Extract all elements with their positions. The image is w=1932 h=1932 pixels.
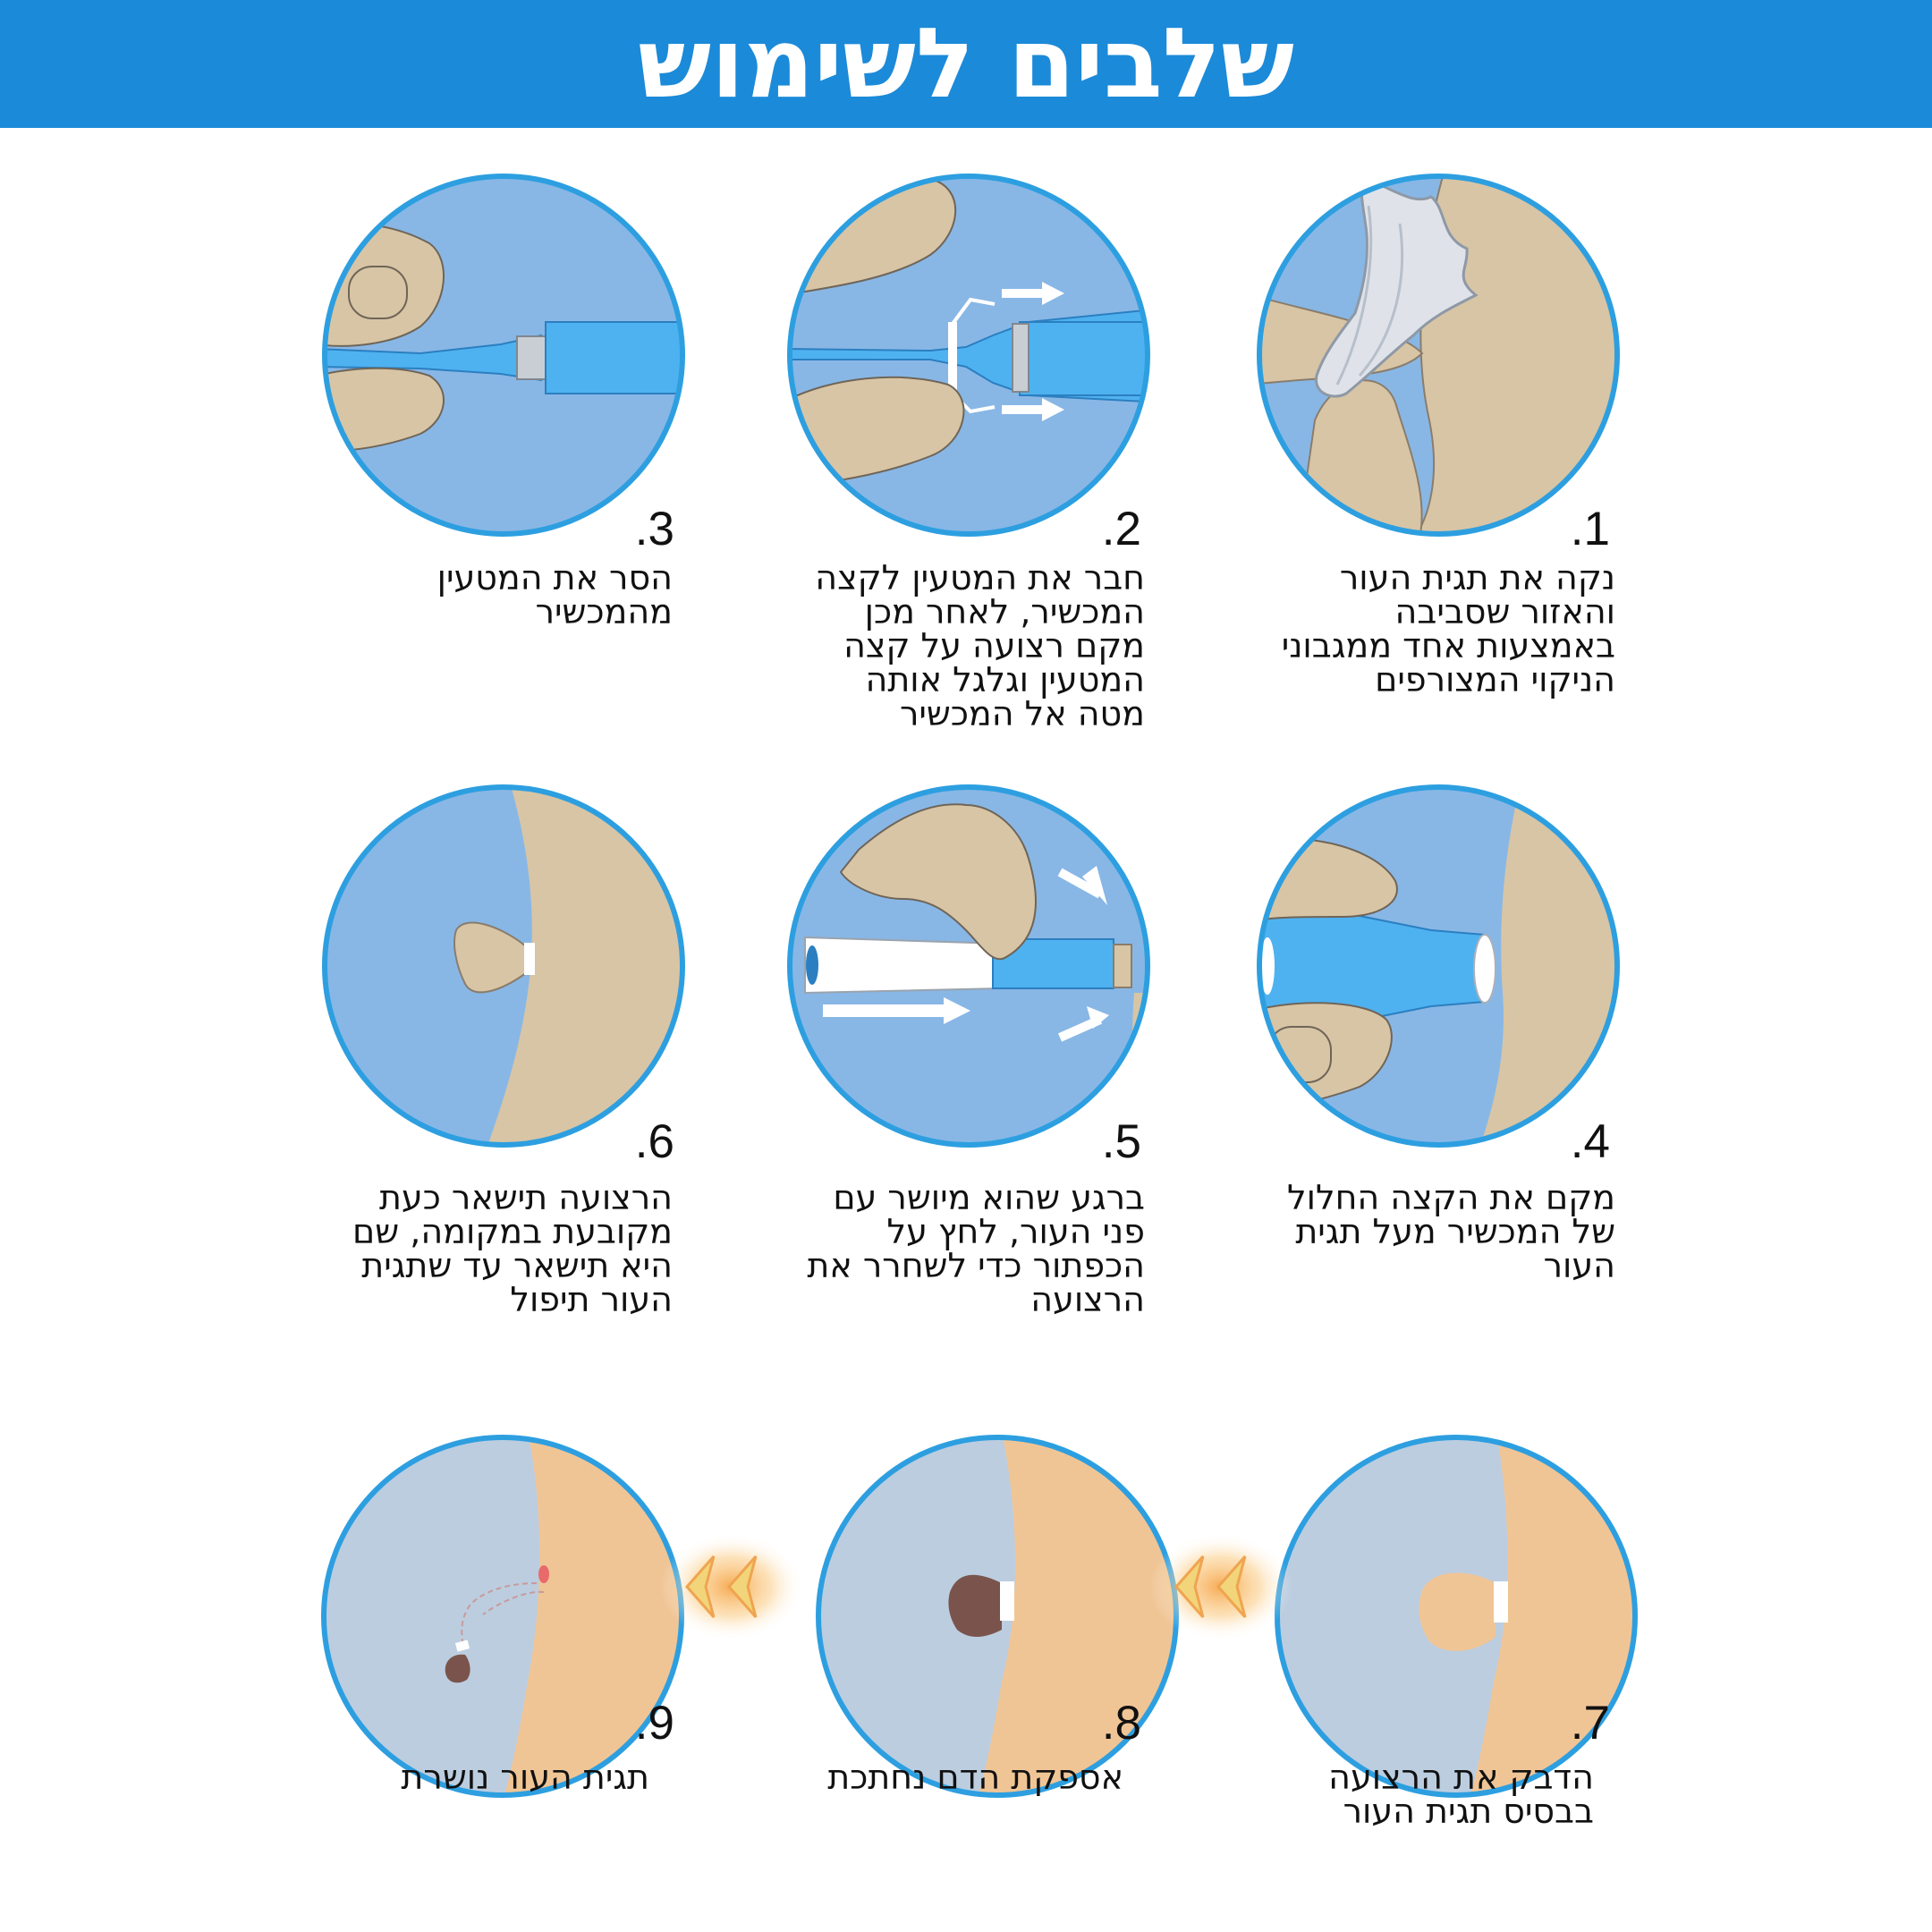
page-title: שלבים לשימוש xyxy=(638,7,1294,120)
step-1-number: .1 xyxy=(1570,503,1610,555)
step-4-number: .4 xyxy=(1570,1115,1610,1168)
step-8-illustration xyxy=(811,1431,1187,1807)
step-6-illustration xyxy=(318,783,693,1158)
step-9-text: תגית העור נושרת xyxy=(401,1758,649,1797)
step-3-illustration xyxy=(318,170,698,546)
step-5-number: .5 xyxy=(1101,1115,1141,1168)
step-7-illustration xyxy=(1270,1431,1646,1807)
step-2-number: .2 xyxy=(1101,503,1141,555)
step-1-illustration xyxy=(1252,170,1628,546)
step-4-text: מקם את הקצה החלול של המכשיר מעל תגית העור xyxy=(1287,1178,1615,1285)
step-3-text: הסר את המטעין מהמכשיר xyxy=(436,558,673,631)
step-1-text: נקה את תגית העור והאזור שסביבה באמצעות אחד ממגבוני הניקוי המצורפים xyxy=(1281,558,1615,699)
step-4-illustration xyxy=(1252,783,1628,1158)
step-5-illustration xyxy=(783,783,1158,1158)
step-7-text: הדבק את הרצועה בבסיס תגית העור xyxy=(1328,1758,1594,1831)
title-banner xyxy=(0,0,1932,128)
step-8-text: אספקת הדם נחתכת xyxy=(827,1758,1123,1797)
step-7-number: .7 xyxy=(1570,1697,1610,1750)
step-6-number: .6 xyxy=(634,1115,674,1168)
step-3-number: .3 xyxy=(634,503,674,555)
step-8-number: .8 xyxy=(1101,1697,1141,1750)
flow-arrow-8-to-9 xyxy=(660,1533,803,1640)
step-6-text: הרצועה תישאר כעת מקובעת במקומה, שם היא תישאר עד שתגית העור תיפול xyxy=(352,1178,673,1319)
step-5-text: ברגע שהוא מיושר עם פני העור, לחץ על הכפתור כדי לשחרר את הרצועה xyxy=(807,1178,1145,1319)
step-2-illustration xyxy=(783,170,1163,546)
step-9-number: .9 xyxy=(634,1697,674,1750)
step-2-text: חבר את המטעין לקצה המכשיר, לאחר מכן מקם רצועה על קצה המטעין וגלגל אותה מטה אל המכשיר xyxy=(815,558,1145,733)
step-9-illustration xyxy=(317,1431,692,1807)
flow-arrow-7-to-8 xyxy=(1149,1533,1292,1640)
